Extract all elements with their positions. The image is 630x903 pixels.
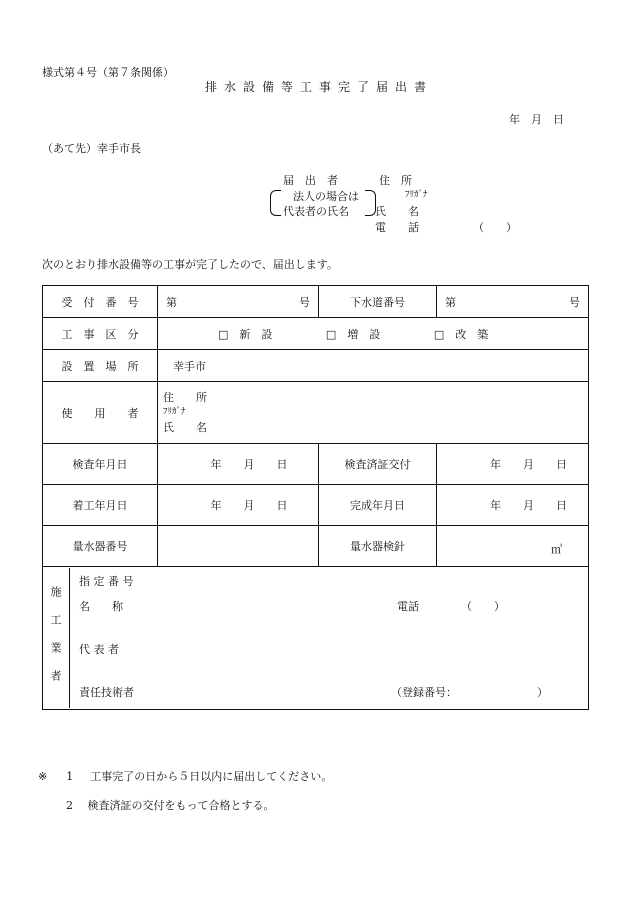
contractor-section bbox=[43, 568, 588, 708]
work-type-row bbox=[43, 318, 589, 350]
sewer-number-field[interactable] bbox=[437, 286, 589, 318]
certificate-date-field[interactable] bbox=[437, 444, 589, 485]
note-2 bbox=[66, 800, 275, 811]
applicant-phone-paren: （ ） bbox=[473, 221, 517, 234]
applicant-block bbox=[283, 175, 543, 235]
meter-number-field[interactable] bbox=[158, 526, 319, 567]
user-field[interactable] bbox=[158, 382, 589, 444]
contractor-cell bbox=[43, 567, 589, 710]
corp-line1: 法人の場合は bbox=[293, 190, 359, 203]
completion-date-field[interactable] bbox=[437, 485, 589, 526]
work-type-label: 工 事 区 分 bbox=[43, 318, 158, 350]
meter-row bbox=[43, 526, 589, 567]
engineer-label: 責任技術者 bbox=[79, 686, 134, 699]
meter-unit: ㎥ bbox=[551, 543, 562, 556]
brace-left bbox=[270, 190, 281, 216]
completion-date-ymd: 年 月 日 bbox=[490, 499, 567, 512]
work-type-new-checkbox[interactable]: □ 新 設 bbox=[218, 327, 273, 341]
work-type-options bbox=[158, 318, 589, 350]
certificate-label: 検査済証交付 bbox=[319, 444, 437, 485]
intro-text: 次のとおり排水設備等の工事が完了したので、届出します。 bbox=[42, 258, 338, 271]
note-1 bbox=[38, 771, 332, 782]
sewer-number-label: 下水道番号 bbox=[319, 286, 437, 318]
work-type-rebuild-checkbox[interactable]: □ 改 築 bbox=[433, 327, 489, 341]
note-1-number: 1 bbox=[66, 770, 74, 783]
receipt-go: 号 bbox=[299, 295, 310, 309]
applicant-furigana: ﾌﾘｶﾞﾅ bbox=[405, 190, 428, 200]
inspection-date-ymd: 年 月 日 bbox=[210, 458, 288, 471]
contractor-name-label: 名 称 bbox=[79, 600, 123, 613]
sewer-dai: 第 bbox=[445, 295, 456, 309]
note-mark: ※ bbox=[38, 770, 48, 783]
user-label: 使 用 者 bbox=[43, 382, 158, 444]
applicant-address-label: 住 所 bbox=[379, 174, 412, 187]
note-2-number: 2 bbox=[66, 799, 73, 812]
start-completion-row bbox=[43, 485, 589, 526]
representative-label: 代 表 者 bbox=[79, 643, 119, 656]
user-furigana-label: ﾌﾘｶﾞﾅ bbox=[163, 407, 186, 417]
registration-number-label: （登録番号： bbox=[391, 686, 457, 699]
registration-number-close: ） bbox=[537, 686, 548, 699]
note-1-text: 工事完了の日から５日以内に届出してください。 bbox=[90, 770, 333, 783]
applicant-phone-label: 電 話 bbox=[375, 221, 419, 234]
applicant-name-label: 氏 名 bbox=[375, 205, 419, 218]
sewer-go: 号 bbox=[569, 295, 580, 309]
start-date-field[interactable] bbox=[158, 485, 319, 526]
work-type-extension-checkbox[interactable]: □ 増 設 bbox=[325, 327, 381, 341]
note-2-text: 検査済証の交付をもって合格とする。 bbox=[87, 799, 275, 812]
inspection-row bbox=[43, 444, 589, 485]
inspection-date-field[interactable] bbox=[158, 444, 319, 485]
submission-date: 年 月 日 bbox=[509, 113, 564, 126]
location-row bbox=[43, 350, 589, 382]
applicant-label: 届 出 者 bbox=[283, 174, 338, 187]
addressee: （あて先）幸手市長 bbox=[42, 142, 141, 155]
receipt-dai: 第 bbox=[166, 295, 177, 309]
completion-form-table bbox=[42, 285, 589, 710]
contractor-phone-label: 電話 bbox=[397, 600, 419, 613]
user-row bbox=[43, 382, 589, 444]
meter-reading-label: 量水器検針 bbox=[319, 526, 437, 567]
user-name-label: 氏 名 bbox=[163, 421, 207, 434]
start-date-ymd: 年 月 日 bbox=[210, 499, 288, 512]
certificate-date-ymd: 年 月 日 bbox=[490, 458, 567, 471]
contractor-side-label: 施工業者 bbox=[49, 586, 62, 698]
start-date-label: 着工年月日 bbox=[43, 485, 158, 526]
contractor-row bbox=[43, 567, 589, 710]
page-title: 排水設備等工事完了届出書 bbox=[204, 80, 433, 94]
designation-number-label: 指 定 番 号 bbox=[79, 575, 134, 588]
completion-date-label: 完成年月日 bbox=[319, 485, 437, 526]
location-label: 設 置 場 所 bbox=[43, 350, 158, 382]
inspection-date-label: 検査年月日 bbox=[43, 444, 158, 485]
user-address-label: 住 所 bbox=[163, 391, 207, 404]
location-value: 幸手市 bbox=[173, 359, 206, 373]
location-field[interactable] bbox=[158, 350, 589, 382]
receipt-number-field[interactable] bbox=[158, 286, 319, 318]
receipt-row bbox=[43, 286, 589, 318]
receipt-number-label: 受 付 番 号 bbox=[43, 286, 158, 318]
meter-number-label: 量水器番号 bbox=[43, 526, 158, 567]
form-number: 様式第４号（第７条関係） bbox=[42, 66, 174, 79]
corp-line2: 代表者の氏名 bbox=[283, 205, 349, 218]
meter-reading-field[interactable] bbox=[437, 526, 589, 567]
contractor-phone-paren: （ ） bbox=[461, 600, 505, 613]
